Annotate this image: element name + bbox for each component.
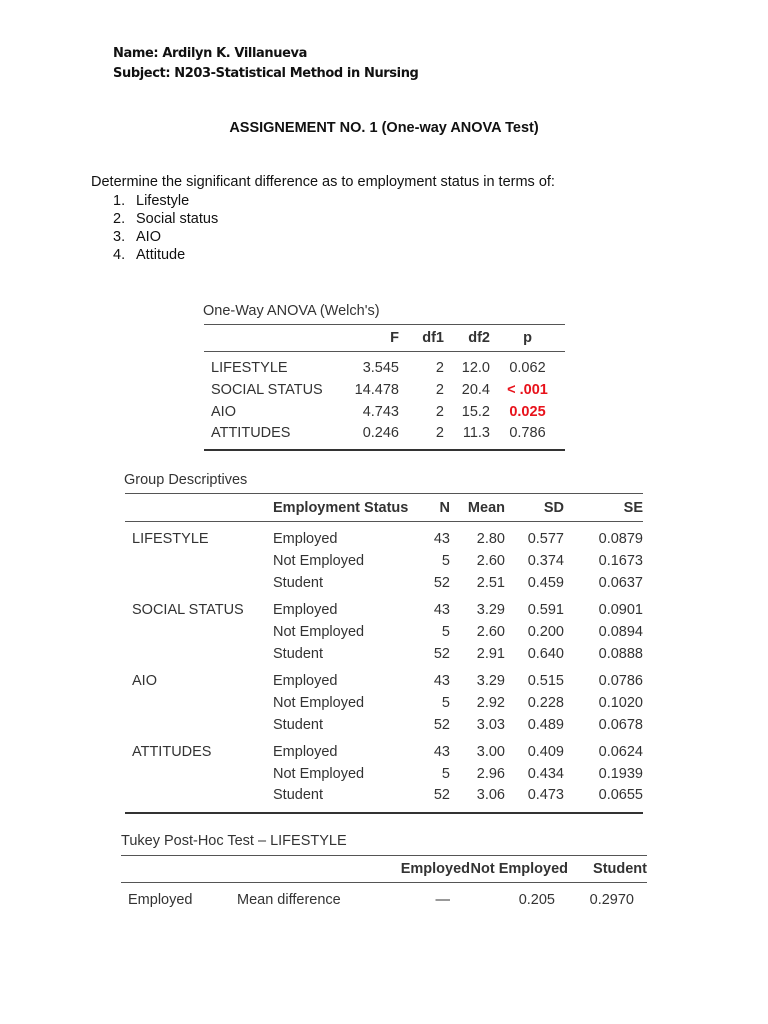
employment-status: Employed [273,672,338,689]
descriptives-group-label [125,692,273,714]
descriptives-caption: Group Descriptives [124,472,248,488]
anova-row-label: ATTITUDES [211,425,291,441]
descriptives-group-label [125,785,273,813]
mean-value: 2.80 [476,530,505,547]
descriptives-row [125,522,643,550]
se-value: 0.0637 [598,574,643,591]
descriptives-row [125,572,643,594]
anova-col-df1: df1 [422,330,444,346]
sd-value: 0.473 [527,787,564,803]
mean-value: 3.06 [476,787,505,803]
descriptives-group-label [125,763,273,785]
n-value: 52 [433,645,450,662]
se-value: 0.1020 [598,694,643,711]
employment-status: Not Employed [273,552,365,569]
tukey-student-value: 0.2970 [589,891,634,908]
criteria-item: 1. Lifestyle [113,193,190,209]
mean-value: 2.91 [476,645,505,662]
descriptives-row [125,736,643,763]
descriptives-row [125,665,643,692]
anova-df2-value: 20.4 [461,381,490,398]
descriptives-group-label [125,572,273,594]
employment-status: Student [273,787,323,803]
anova-df2-value: 15.2 [461,403,490,420]
sd-value: 0.409 [527,743,564,760]
se-value: 0.0894 [598,623,643,640]
mean-value: 2.60 [476,623,505,640]
criteria-list [113,192,218,264]
mean-value: 3.03 [476,716,505,733]
assignment-title: ASSIGNEMENT NO. 1 (One-way ANOVA Test) [229,120,539,136]
desc-col-status: Employment Status [273,499,409,516]
anova-row [204,423,565,450]
sd-value: 0.515 [527,672,564,689]
descriptives-group-label [125,643,273,665]
sd-value: 0.200 [527,623,564,640]
anova-p-value: 0.025 [509,403,546,420]
mean-value: 3.00 [476,743,505,760]
descriptives-row [125,763,643,785]
se-value: 0.0786 [598,672,643,689]
anova-f-value: 3.545 [362,359,399,376]
sd-value: 0.489 [527,716,564,733]
tukey-table [121,855,647,913]
n-value: 5 [441,694,450,711]
sd-value: 0.577 [527,530,564,547]
anova-row-label: AIO [211,403,236,420]
descriptives-row [125,714,643,736]
descriptives-group-label [125,621,273,643]
tukey-col-not-employed: Not Employed [470,861,568,877]
employment-status: Employed [273,743,338,760]
anova-row-label: LIFESTYLE [211,359,288,376]
anova-f-value: 14.478 [354,381,399,398]
desc-col-mean: Mean [467,499,505,516]
student-name: Name: Ardilyn K. Villanueva [113,46,307,61]
anova-row [204,379,565,401]
descriptives-group-label: SOCIAL STATUS [132,601,244,618]
sd-value: 0.228 [527,694,564,711]
n-value: 5 [441,552,450,569]
sd-value: 0.640 [527,645,564,662]
sd-value: 0.591 [527,601,564,618]
descriptives-row [125,550,643,572]
descriptives-group-label: LIFESTYLE [132,530,209,547]
criteria-item: 2. Social status [113,211,219,227]
employment-status: Student [273,716,323,733]
anova-f-value: 4.743 [362,403,399,420]
se-value: 0.0888 [598,645,643,662]
n-value: 43 [433,601,450,618]
n-value: 52 [433,574,450,591]
tukey-row [121,883,647,913]
descriptives-row [125,621,643,643]
employment-status: Student [273,574,323,591]
anova-df1-value: 2 [435,359,444,376]
employment-status: Student [273,645,323,662]
employment-status: Not Employed [273,765,365,782]
mean-value: 2.51 [476,574,505,591]
se-value: 0.0678 [598,716,643,733]
anova-f-value: 0.246 [362,425,399,441]
n-value: 52 [433,787,450,803]
tukey-employed-value: — [435,891,450,908]
n-value: 43 [433,530,450,547]
anova-row [204,401,565,423]
se-value: 0.0901 [598,601,643,618]
tukey-col-student: Student [593,861,647,877]
anova-col-label [204,325,348,352]
descriptives-group-label: ATTITUDES [132,743,212,760]
descriptives-group-label: AIO [132,672,157,689]
sd-value: 0.459 [527,574,564,591]
tukey-col-employed: Employed [400,861,470,877]
employment-status: Not Employed [273,623,365,640]
descriptives-row [125,785,643,813]
anova-df2-value: 12.0 [461,359,490,376]
tukey-not-employed-value: 0.205 [518,891,555,908]
employment-status: Employed [273,601,338,618]
anova-df1-value: 2 [435,381,444,398]
mean-value: 3.29 [476,601,505,618]
descriptives-table [125,493,643,814]
descriptives-row [125,643,643,665]
anova-p-value: < .001 [507,381,548,398]
subject-line: Subject: N203-Statistical Method in Nursing [113,66,419,81]
se-value: 0.0879 [598,530,643,547]
se-value: 0.0624 [598,743,643,760]
anova-table [204,324,565,451]
intro-text: Determine the significant difference as to employment status in terms of: [91,174,555,190]
tukey-col-measure [237,856,367,883]
anova-row-label: SOCIAL STATUS [211,381,323,398]
anova-col-f: F [390,330,399,346]
anova-p-value: 0.062 [509,359,546,376]
se-value: 0.1939 [598,765,643,782]
se-value: 0.1673 [598,552,643,569]
anova-caption: One-Way ANOVA (Welch's) [203,303,380,319]
employment-status: Not Employed [273,694,365,711]
criteria-item: 4. Attitude [113,247,186,263]
employment-status: Employed [273,530,338,547]
mean-value: 2.96 [476,765,505,782]
n-value: 52 [433,716,450,733]
criteria-item: 3. AIO [113,229,161,245]
anova-col-p: p [523,330,532,346]
descriptives-group-label [125,550,273,572]
desc-col-se: SE [623,499,643,516]
anova-col-df2: df2 [468,330,490,346]
mean-value: 2.60 [476,552,505,569]
anova-p-value: 0.786 [509,425,546,441]
desc-col-n: N [439,499,450,516]
descriptives-group-label [125,714,273,736]
anova-row [204,352,565,379]
desc-col-label [125,494,273,522]
mean-value: 3.29 [476,672,505,689]
n-value: 43 [433,672,450,689]
anova-df1-value: 2 [435,403,444,420]
tukey-caption: Tukey Post-Hoc Test – LIFESTYLE [121,833,347,849]
tukey-measure: Mean difference [237,891,341,908]
anova-df1-value: 2 [435,425,444,441]
descriptives-row [125,594,643,621]
sd-value: 0.374 [527,552,564,569]
se-value: 0.0655 [598,787,643,803]
anova-df2-value: 11.3 [462,425,490,441]
n-value: 5 [441,623,450,640]
n-value: 43 [433,743,450,760]
descriptives-row [125,692,643,714]
sd-value: 0.434 [527,765,564,782]
mean-value: 2.92 [476,694,505,711]
tukey-col-group [121,856,237,883]
tukey-group: Employed [128,891,193,908]
desc-col-sd: SD [543,499,564,516]
n-value: 5 [441,765,450,782]
